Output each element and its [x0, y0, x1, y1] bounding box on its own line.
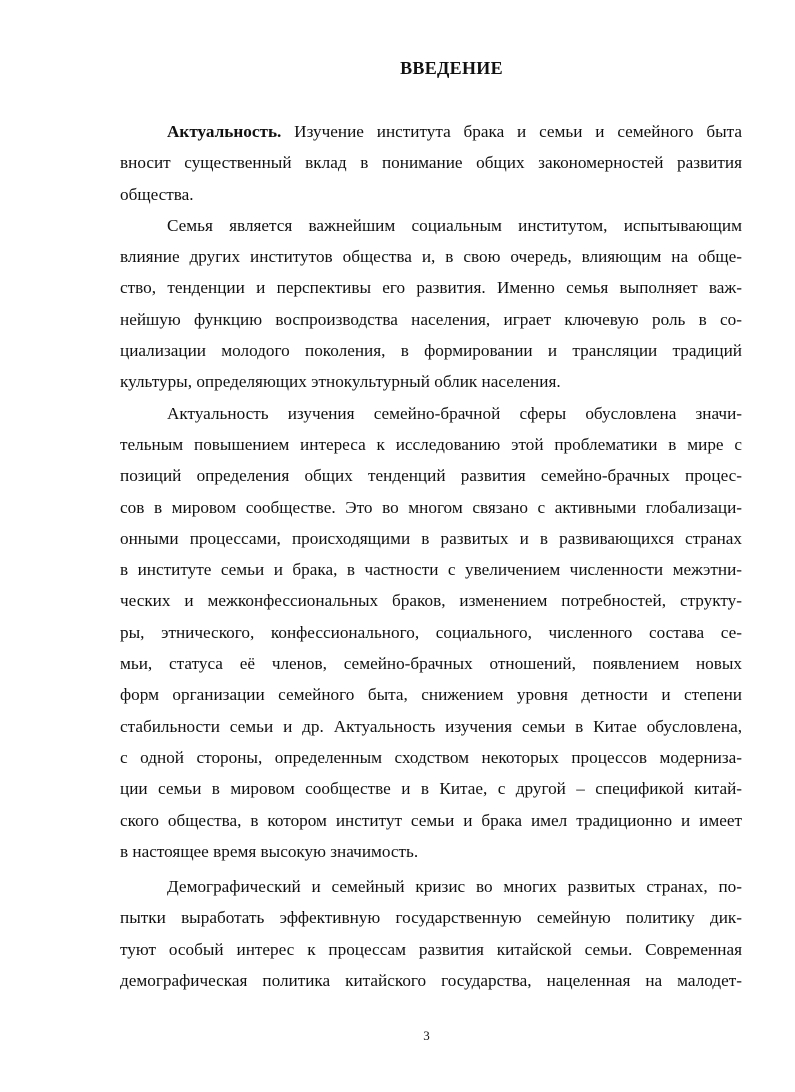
text-line: демографическая политика китайского государства, нацеленная на малодет-	[120, 971, 742, 991]
text-line: Актуальность изучения семейно-брачной сферы обусловлена значи-	[167, 403, 742, 423]
text-line: вносит существенный вклад в понимание общих закономерностей развития	[120, 153, 742, 173]
text-line: ческих и межконфессиональных браков, изменением потребностей, структу-	[120, 591, 742, 611]
text-line: сов в мировом сообществе. Это во многом связано с активными глобализаци-	[120, 497, 742, 517]
text-line	[120, 116, 742, 147]
text-line: позиций определения общих тенденций развития семейно-брачных процес-	[120, 466, 742, 486]
text-line: мьи, статуса её членов, семейно-брачных отношений, появлением новых	[120, 654, 742, 674]
text-line: онными процессами, происходящими в развитых и в развивающихся странах	[120, 528, 742, 548]
text-line: нейшую функцию воспроизводства населения, играет ключевую роль в со-	[120, 309, 742, 329]
text-line: пытки выработать эффективную государственную семейную политику дик-	[120, 908, 742, 928]
paragraph-actuality	[120, 116, 742, 210]
text-line: влияние других институтов общества и, в свою очередь, влияющим на обще-	[120, 247, 742, 267]
text-line: ского общества, в котором институт семьи и брака имел традиционно и имеет	[120, 810, 742, 830]
paragraph-family-institution	[120, 210, 742, 398]
page-number: 3	[423, 1028, 430, 1043]
text-line: Демографический и семейный кризис во многих развитых странах, по-	[167, 877, 742, 897]
paragraph-demographic-crisis	[120, 871, 742, 996]
text-line: культуры, определяющих этнокультурный облик населения.	[120, 372, 561, 392]
actuality-lead: Актуальность.	[167, 122, 282, 141]
text-line: тельным повышением интереса к исследованию этой проблематики в мире с	[120, 434, 742, 454]
text-line: в институте семьи и брака, в частности с увеличением численности межэтни-	[120, 560, 742, 580]
paragraph-research-relevance	[120, 398, 742, 867]
text-line: форм организации семейного быта, снижением уровня детности и степени	[120, 685, 742, 705]
text-line: ции семьи в мировом сообществе и в Китае, с другой – спецификой китай-	[120, 779, 742, 799]
page-title: ВВЕДЕНИЕ	[400, 58, 503, 78]
text-line: с одной стороны, определенным сходством некоторых процессов модерниза-	[120, 747, 742, 767]
text-line: ры, этнического, конфессионального, социального, численного состава се-	[120, 622, 742, 642]
text-line: ство, тенденции и перспективы его развития. Именно семья выполняет важ-	[120, 278, 742, 298]
text-line: циализации молодого поколения, в формировании и трансляции традиций	[120, 341, 742, 361]
text-line-content: Изучение института брака и семьи и семейного быта	[281, 122, 742, 141]
text-line: общества.	[120, 184, 194, 204]
body-text	[120, 116, 742, 996]
text-line: в настоящее время высокую значимость.	[120, 841, 419, 861]
text-line: туют особый интерес к процессам развития китайской семьи. Современная	[120, 939, 742, 959]
text-line: Семья является важнейшим социальным институтом, испытывающим	[167, 215, 742, 235]
text-line: стабильности семьи и др. Актуальность изучения семьи в Китае обусловлена,	[120, 716, 742, 736]
